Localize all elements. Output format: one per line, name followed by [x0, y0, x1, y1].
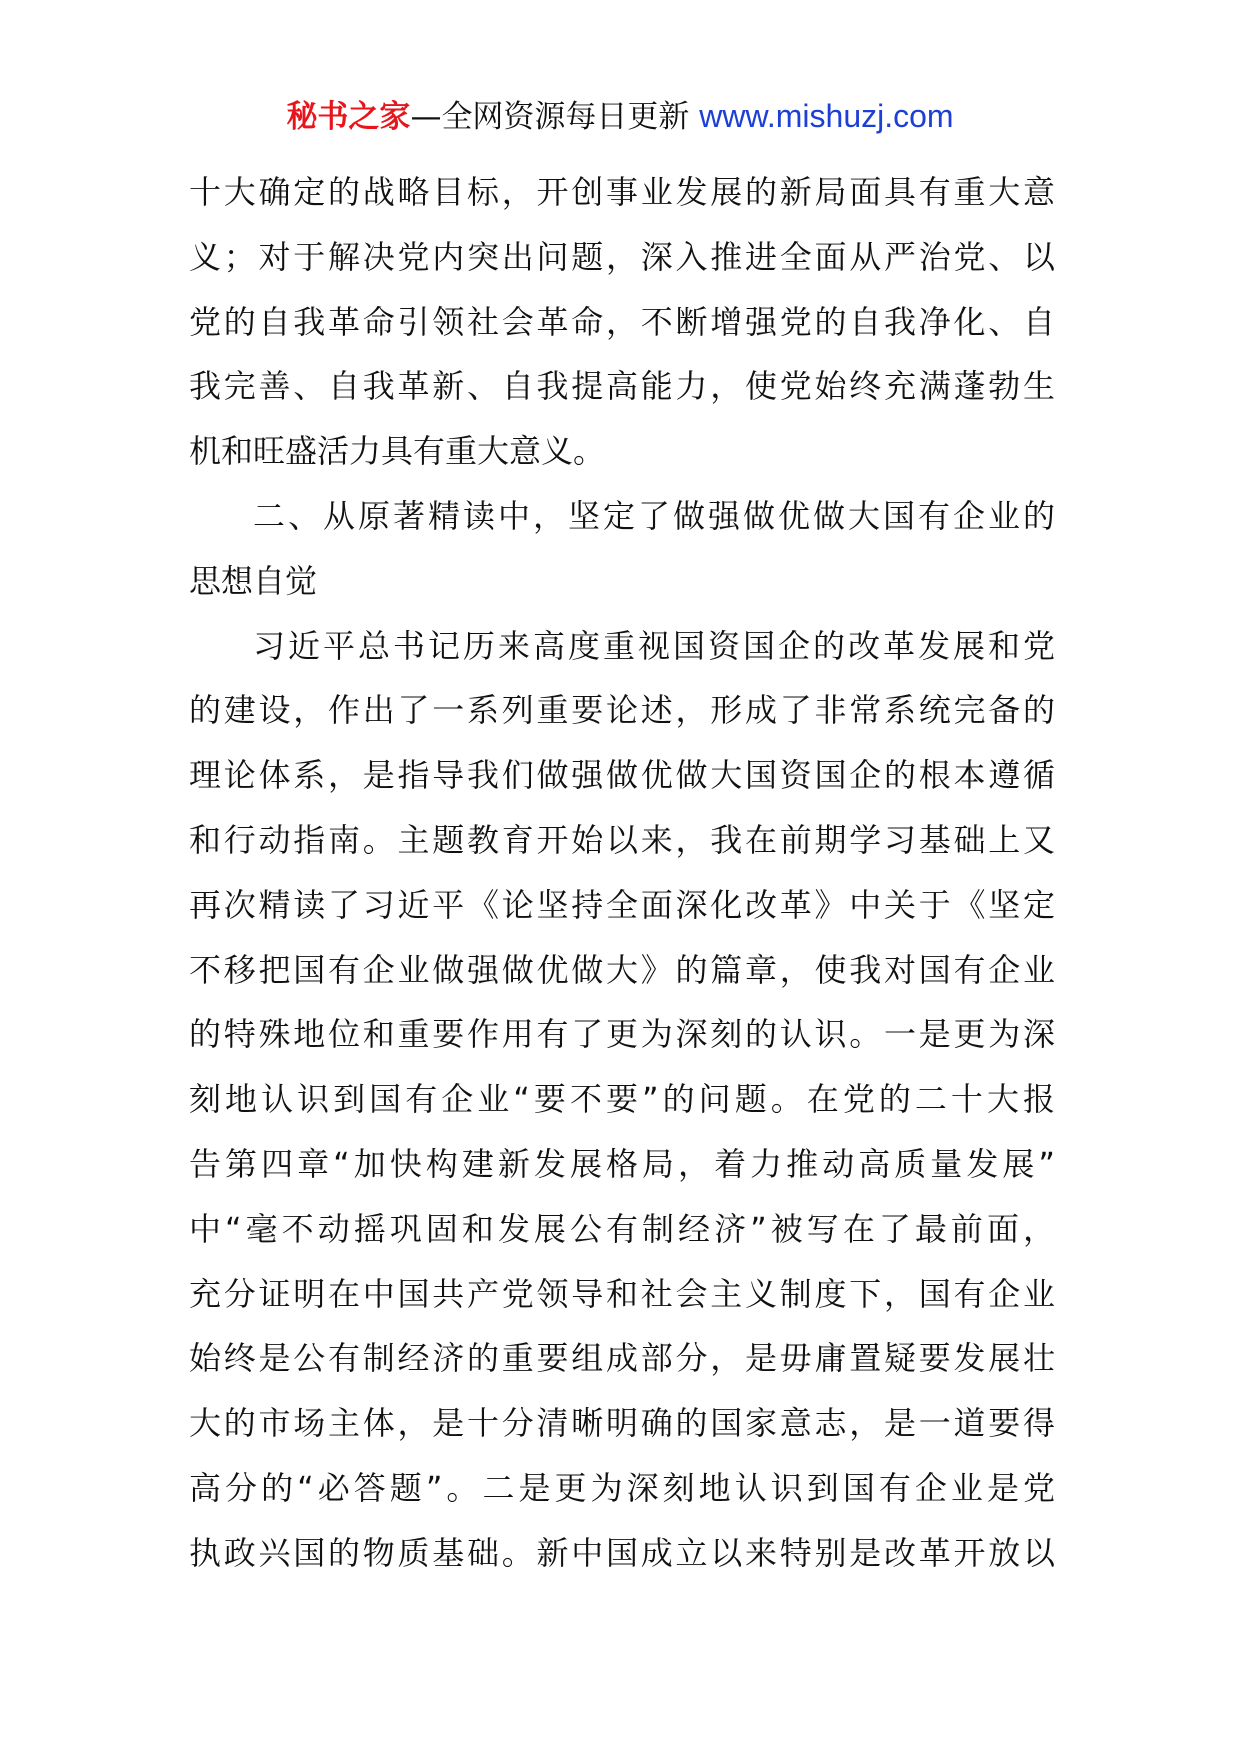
- text-line: 的建设，作出了一系列重要论述，形成了非常系统完备的: [189, 691, 1055, 730]
- site-header: [0, 96, 1240, 137]
- section-heading-line: 思想自觉: [189, 561, 318, 600]
- text-line: 中“毫不动摇巩固和发展公有制经济”被写在了最前面，: [189, 1209, 1055, 1248]
- section-heading-line: 二、从原著精读中，坚定了做强做优做大国有企业的: [253, 496, 1055, 535]
- text-line: 执政兴国的物质基础。新中国成立以来特别是改革开放以: [189, 1533, 1055, 1572]
- text-line: 刻地认识到国有企业“要不要”的问题。在党的二十大报: [189, 1080, 1055, 1119]
- text-line: 不移把国有企业做强做优做大》的篇章，使我对国有企业: [189, 950, 1055, 989]
- text-line: 机和旺盛活力具有重大意义。: [189, 432, 606, 471]
- header-url-link[interactable]: www.mishuzj.com: [699, 98, 954, 134]
- text-line: 理论体系，是指导我们做强做优做大国资国企的根本遵循: [189, 756, 1055, 795]
- text-line: 大的市场主体，是十分清晰明确的国家意志，是一道要得: [189, 1404, 1055, 1443]
- document-body: [189, 160, 1055, 1586]
- text-line: 的特殊地位和重要作用有了更为深刻的认识。一是更为深: [189, 1015, 1055, 1054]
- text-line: 党的自我革命引领社会革命，不断增强党的自我净化、自: [189, 302, 1055, 341]
- text-line: 告第四章“加快构建新发展格局，着力推动高质量发展”: [189, 1144, 1055, 1183]
- text-line: 和行动指南。主题教育开始以来，我在前期学习基础上又: [189, 820, 1055, 859]
- text-line: 始终是公有制经济的重要组成部分，是毋庸置疑要发展壮: [189, 1339, 1055, 1378]
- text-line: 充分证明在中国共产党领导和社会主义制度下，国有企业: [189, 1274, 1055, 1313]
- text-line: 习近平总书记历来高度重视国资国企的改革发展和党: [253, 626, 1055, 665]
- text-line: 十大确定的战略目标，开创事业发展的新局面具有重大意: [189, 173, 1055, 211]
- text-line: 再次精读了习近平《论坚持全面深化改革》中关于《坚定: [189, 885, 1055, 924]
- text-line: 高分的“必答题”。二是更为深刻地认识到国有企业是党: [189, 1468, 1055, 1507]
- text-line: 我完善、自我革新、自我提高能力，使党始终充满蓬勃生: [189, 367, 1055, 406]
- header-slogan: —全网资源每日更新: [410, 99, 690, 135]
- header-brand: 秘书之家: [286, 99, 411, 135]
- text-line: 义；对于解决党内突出问题，深入推进全面从严治党、以: [189, 237, 1055, 276]
